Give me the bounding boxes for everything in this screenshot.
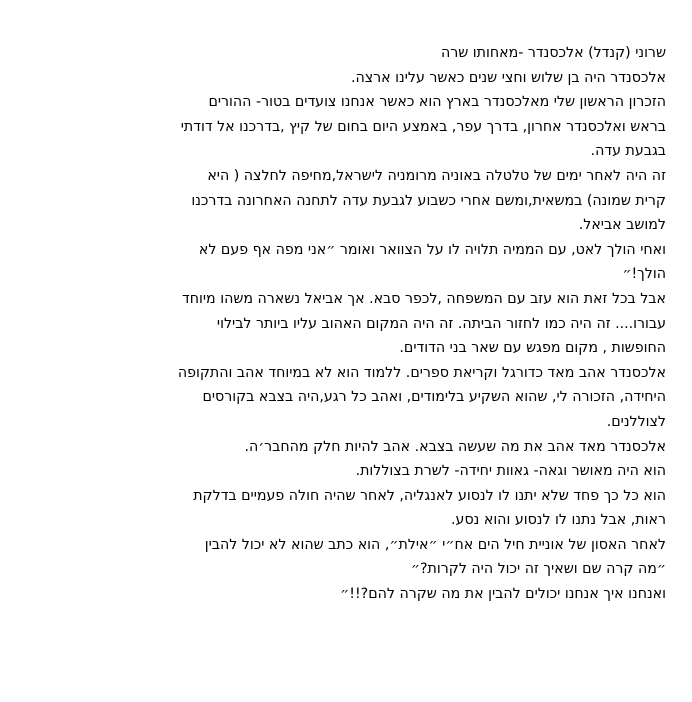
text-line: לצוללנים. — [606, 413, 666, 430]
text-line: זה היה לאחר ימים של טלטלה באוניה מרומניה לישראל,מחיפה לחלצה ( היא — [207, 167, 666, 184]
text-line: הזכרון הראשון שלי מאלכסנדר בארץ הוא כאשר אנחנו צועדים בטור- ההורים — [208, 94, 666, 111]
text-line: לאחר האסון של אוניית חיל הים אח״י ״אילת״, הוא כתב שהוא לא יכול להבין — [204, 536, 666, 553]
text-line: עבורו.... זה היה כמו לחזור הביתה. זה היה המקום האהוב עליו ביותר לבילוי — [216, 315, 666, 332]
text-line: אלכסנדר מאד אהב את מה שעשה בצבא. אהב להיות חלק מהחבר׳ה. — [244, 438, 666, 455]
text-line: ואחי הולך לאט, עם הממיה תלויה לו על הצוואר ואומר ״אני מפה אף פעם לא — [198, 241, 666, 258]
text-line: היחידה, הזכורה לי, שהוא השקיע בלימודים, ואהב כל רגע,היה בצבא בקורסים — [202, 389, 666, 406]
text-line: הולך!״ — [622, 266, 666, 283]
text-line: בראש ואלכסנדר אחרון, בדרך עפר, באמצע היום בחום של קיץ ,בדרכנו אל דודתי — [180, 118, 666, 135]
text-line: קרית שמונה) במשאית,ומשם אחרי כשבוע לגבעת עדה לתחנה האחרונה בדרכנו — [191, 192, 666, 209]
text-line: אלכסנדר אהב מאד כדורגל וקריאת ספרים. ללמוד הוא לא במיוחד אהב והתקופה — [177, 364, 666, 381]
text-line: ראות, אבל נתנו לו לנסוע והוא נסע. — [451, 512, 666, 529]
text-line: החופשות , מקום מפגש עם שאר בני הדודים. — [399, 340, 666, 357]
text-line: למושב אביאל. — [578, 217, 666, 234]
memoir-text — [66, 41, 666, 607]
text-line: בגבעת עדה. — [590, 143, 666, 160]
text-line: ״מה קרה שם ושאיך זה יכול היה לקרות?״ — [410, 561, 666, 578]
text-line: ואנחנו איך אנחנו יכולים להבין את מה שקרה להם?!!״ — [340, 586, 666, 603]
text-line: הוא היה מאושר וגאה- גאוות יחידה- לשרת בצוללות. — [355, 463, 666, 480]
text-line: אלכסנדר היה בן שלוש וחצי שנים כאשר עלינו ארצה. — [350, 69, 666, 86]
text-line: הוא כל כך פחד שלא יתנו לו לנסוע לאנגליה, לאחר שהיה חולה פעמיים בדלקת — [193, 487, 666, 504]
text-line: אבל בכל זאת הוא עזב עם המשפחה ,לכפר סבא. אך אביאל נשארה משהו מיוחד — [182, 290, 666, 307]
document-heading: שרוני (קנדל) אלכסנדר -מאחותו שרה — [440, 45, 666, 61]
